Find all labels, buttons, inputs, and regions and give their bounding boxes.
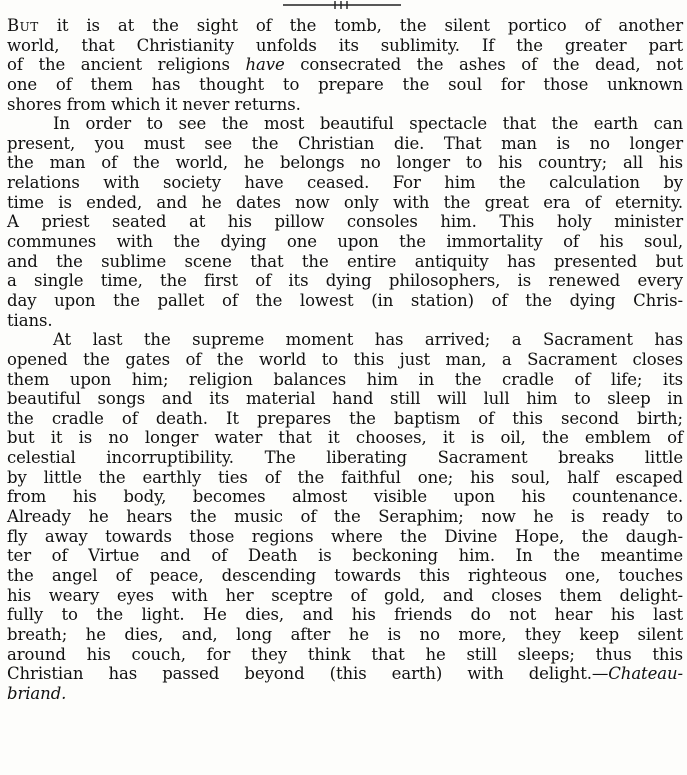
text-line: around his couch, for they think that he still sleeps; thus this xyxy=(7,644,683,664)
text-line: by little the earthly ties of the faithful one; his soul, half escaped xyxy=(7,467,683,487)
text-line: relations with society have ceased. For him the calculation by xyxy=(7,173,683,193)
article-body xyxy=(7,16,683,703)
text-line: present, you must see the Christian die. That man is no longer xyxy=(7,133,683,153)
text-line: them upon him; religion balances him in the cradle of life; its xyxy=(7,369,683,389)
text-line: world, that Christianity unfolds its sublimity. If the greater part xyxy=(7,35,683,55)
text-span: consecrated the ashes of the dead, not xyxy=(284,55,683,75)
text-line: tians. xyxy=(7,310,53,330)
text-line: At last the supreme moment has arrived; a Sacrament has xyxy=(53,330,683,350)
text-line xyxy=(7,664,683,684)
text-line: A priest seated at his pillow consoles him. This holy minister xyxy=(7,212,683,232)
text-line: time is ended, and he dates now only with the great era of eternity. xyxy=(7,192,683,212)
text-line: In order to see the most beautiful spectacle that the earth can xyxy=(53,114,683,134)
text-line: communes with the dying one upon the immortality of his soul, xyxy=(7,232,683,252)
text-line xyxy=(7,684,683,704)
text-line: fly away towards those regions where the Divine Hope, the daugh- xyxy=(7,526,683,546)
text-line: breath; he dies, and, long after he is no more, they keep silent xyxy=(7,624,683,644)
drop-word: But xyxy=(7,16,39,35)
text-span: of the ancient religions xyxy=(7,55,246,75)
text-line xyxy=(7,55,683,75)
text-line: celestial incorruptibility. The liberating Sacrament breaks little xyxy=(7,448,683,468)
author-attribution: briand. xyxy=(7,683,67,703)
text-line: his weary eyes with her sceptre of gold, and closes them delight- xyxy=(7,585,683,605)
text-line: day upon the pallet of the lowest (in station) of the dying Chris- xyxy=(7,290,683,310)
text-line: fully to the light. He dies, and his friends do not hear his last xyxy=(7,605,683,625)
text-line: a single time, the first of its dying philosophers, is renewed every xyxy=(7,271,683,291)
text-line: one of them has thought to prepare the soul for those unknown xyxy=(7,74,683,94)
text-line: and the sublime scene that the entire antiquity has presented but xyxy=(7,251,683,271)
text-line: the man of the world, he belongs no longer to his country; all his xyxy=(7,153,683,173)
text-line: but it is no longer water that it chooses, it is oil, the emblem of xyxy=(7,428,683,448)
text-line: from his body, becomes almost visible upon his countenance. xyxy=(7,487,683,507)
italic-word: have xyxy=(245,55,285,75)
author-attribution: Chateau- xyxy=(608,664,683,684)
text-line: shores from which it never returns. xyxy=(7,94,301,114)
text-span: it is at the sight of the tomb, the silent portico of another xyxy=(38,16,683,35)
text-line: opened the gates of the world to this just man, a Sacrament closes xyxy=(7,349,683,369)
ornamental-rule xyxy=(283,0,401,12)
text-line: ter of Virtue and of Death is beckoning him. In the meantime xyxy=(7,546,683,566)
text-line: the cradle of death. It prepares the baptism of this second birth; xyxy=(7,408,683,428)
text-line: Already he hears the music of the Seraphim; now he is ready to xyxy=(7,507,683,527)
text-span: Christian has passed beyond (this earth) with delight.— xyxy=(7,664,609,684)
text-line xyxy=(7,16,683,36)
text-line: beautiful songs and its material hand still will lull him to sleep in xyxy=(7,389,683,409)
text-line: the angel of peace, descending towards this righteous one, touches xyxy=(7,565,683,585)
